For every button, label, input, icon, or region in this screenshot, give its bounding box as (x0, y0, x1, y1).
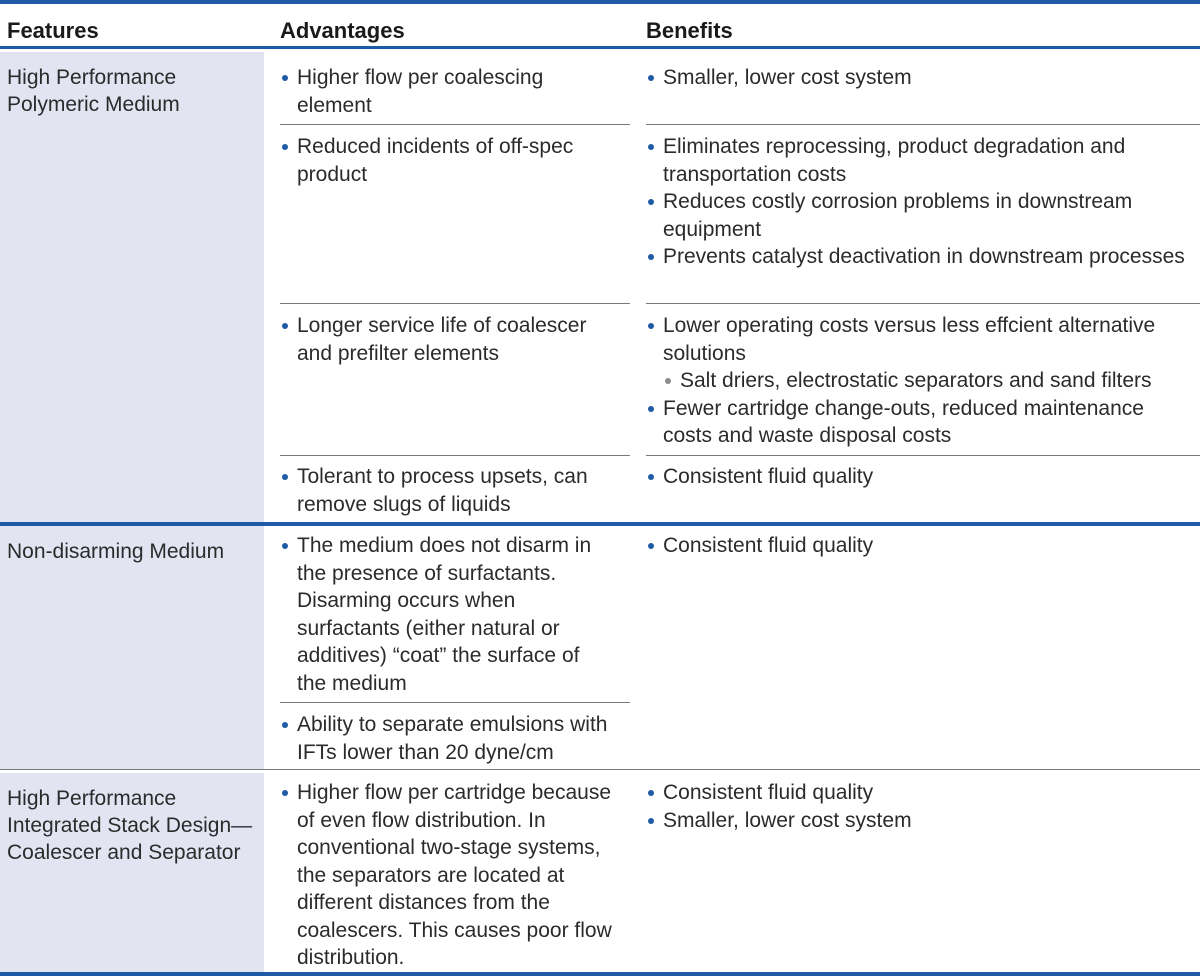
benefits-cell (646, 779, 1196, 834)
feature-text: High Performance (7, 66, 177, 89)
header-benefits: Benefits (646, 18, 733, 43)
sub-list-item: Salt driers, electrostatic separators and sand filters (663, 367, 1196, 395)
feature-text: Integrated Stack Design— (7, 814, 253, 837)
list-item: Higher flow per coalescing element (280, 64, 620, 119)
row-divider (280, 303, 630, 304)
benefits-cell (646, 64, 1196, 92)
group-separator (0, 769, 1200, 770)
feature-cell-non-disarming (0, 526, 264, 769)
list-item: Consistent fluid quality (646, 463, 1196, 491)
table-bottom-rule (0, 972, 1200, 976)
header-features: Features (7, 18, 99, 43)
row-divider (280, 455, 630, 456)
advantages-cell (280, 312, 620, 367)
feature-cell-polymeric (0, 52, 264, 522)
list-item: Smaller, lower cost system (646, 64, 1196, 92)
list-item: Higher flow per cartridge because of even flow distribution. In conventional two-stage systems, the separators are located at different distances from the coalescers. This causes poor flow distribution. (280, 779, 632, 972)
benefits-cell (646, 312, 1196, 450)
list-item: Prevents catalyst deactivation in downstream processes (646, 243, 1186, 271)
row-divider (280, 702, 630, 703)
list-item: Reduced incidents of off-spec product (280, 133, 610, 188)
row-divider (646, 303, 1200, 304)
advantages-cell (280, 133, 610, 188)
row-divider (646, 124, 1200, 125)
list-item: Longer service life of coalescer and prefilter elements (280, 312, 620, 367)
advantages-cell (280, 711, 620, 766)
feature-text: Coalescer and Separator (7, 841, 241, 864)
feature-text: Polymeric Medium (7, 93, 180, 116)
list-item: Fewer cartridge change-outs, reduced maintenance costs and waste disposal costs (646, 395, 1196, 450)
benefits-cell (646, 463, 1196, 491)
list-item: Ability to separate emulsions with IFTs lower than 20 dyne/cm (280, 711, 620, 766)
feature-cell-stack-design (0, 773, 264, 972)
list-item: Consistent fluid quality (646, 779, 1196, 807)
group-separator (0, 522, 1200, 526)
feature-text: Non-disarming Medium (7, 540, 225, 563)
list-item: Consistent fluid quality (646, 532, 1196, 560)
benefits-cell (646, 133, 1186, 271)
list-item (646, 312, 1196, 395)
list-item: Smaller, lower cost system (646, 807, 1196, 835)
advantages-cell (280, 779, 632, 972)
row-divider (280, 124, 630, 125)
list-item: Tolerant to process upsets, can remove slugs of liquids (280, 463, 600, 518)
header-advantages: Advantages (280, 18, 405, 43)
table-header (0, 8, 1200, 49)
advantages-cell (280, 463, 600, 518)
list-item: The medium does not disarm in the presence of surfactants. Disarming occurs when surfactants (either natural or additives) “coat” the surface of the medium (280, 532, 610, 697)
feature-text: High Performance (7, 787, 177, 810)
list-item: Reduces costly corrosion problems in downstream equipment (646, 188, 1186, 243)
advantages-cell (280, 64, 620, 119)
list-item: Eliminates reprocessing, product degradation and transportation costs (646, 133, 1186, 188)
row-divider (646, 455, 1200, 456)
benefits-cell (646, 532, 1196, 560)
list-item-text: Lower operating costs versus less effcient alternative solutions (663, 314, 1156, 365)
advantages-cell (280, 532, 610, 697)
